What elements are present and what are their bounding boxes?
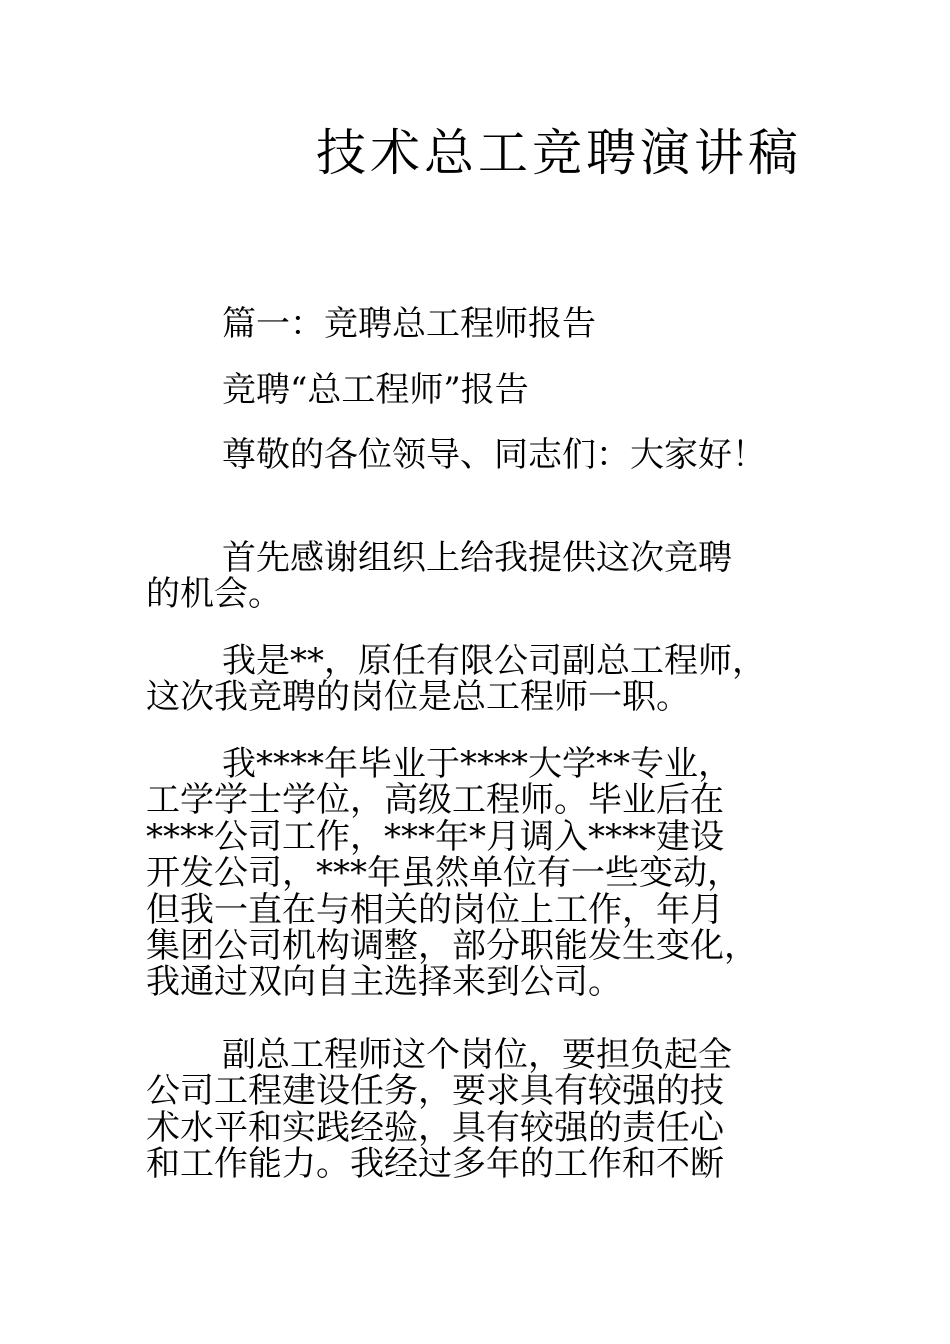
greeting: 尊敬的各位领导、同志们：大家好！ <box>222 435 766 475</box>
paragraph-line: 和工作能力。我经过多年的工作和不断 <box>146 1144 724 1185</box>
report-title: 竞聘“总工程师”报告 <box>222 370 529 410</box>
paragraph-line: 我是**，原任有限公司副总工程师， <box>222 641 766 681</box>
paragraph-line: 副总工程师这个岗位，要担负起全 <box>222 1035 732 1075</box>
paragraph-line: 集团公司机构调整，部分职能发生变化， <box>146 926 758 967</box>
document-title: 技术总工竞聘演讲稿 <box>316 124 802 182</box>
paragraph-line: 开发公司，***年虽然单位有一些变动， <box>146 853 741 894</box>
paragraph-line: 工学学士学位，高级工程师。毕业后在 <box>146 780 724 821</box>
paragraph-line: 但我一直在与相关的岗位上工作，年月 <box>146 889 724 930</box>
paragraph-line: ****公司工作，***年*月调入****建设 <box>146 816 724 857</box>
paragraph-line: 公司工程建设任务，要求具有较强的技 <box>146 1071 724 1112</box>
section-heading: 篇一：竞聘总工程师报告 <box>222 304 596 344</box>
paragraph-line: 术水平和实践经验，具有较强的责任心 <box>146 1107 724 1148</box>
paragraph-line: 这次我竞聘的岗位是总工程师一职。 <box>146 677 690 718</box>
paragraph-line: 的机会。 <box>146 574 282 615</box>
paragraph-1 <box>146 540 811 613</box>
paragraph-line: 我通过双向自主选择来到公司。 <box>146 962 622 1003</box>
paragraph-2 <box>146 643 811 716</box>
paragraph-line: 我****年毕业于****大学**专业， <box>222 744 732 784</box>
paragraph-line: 首先感谢组织上给我提供这次竞聘 <box>222 538 732 578</box>
paragraph-4 <box>146 1037 811 1183</box>
paragraph-3 <box>146 746 811 1001</box>
